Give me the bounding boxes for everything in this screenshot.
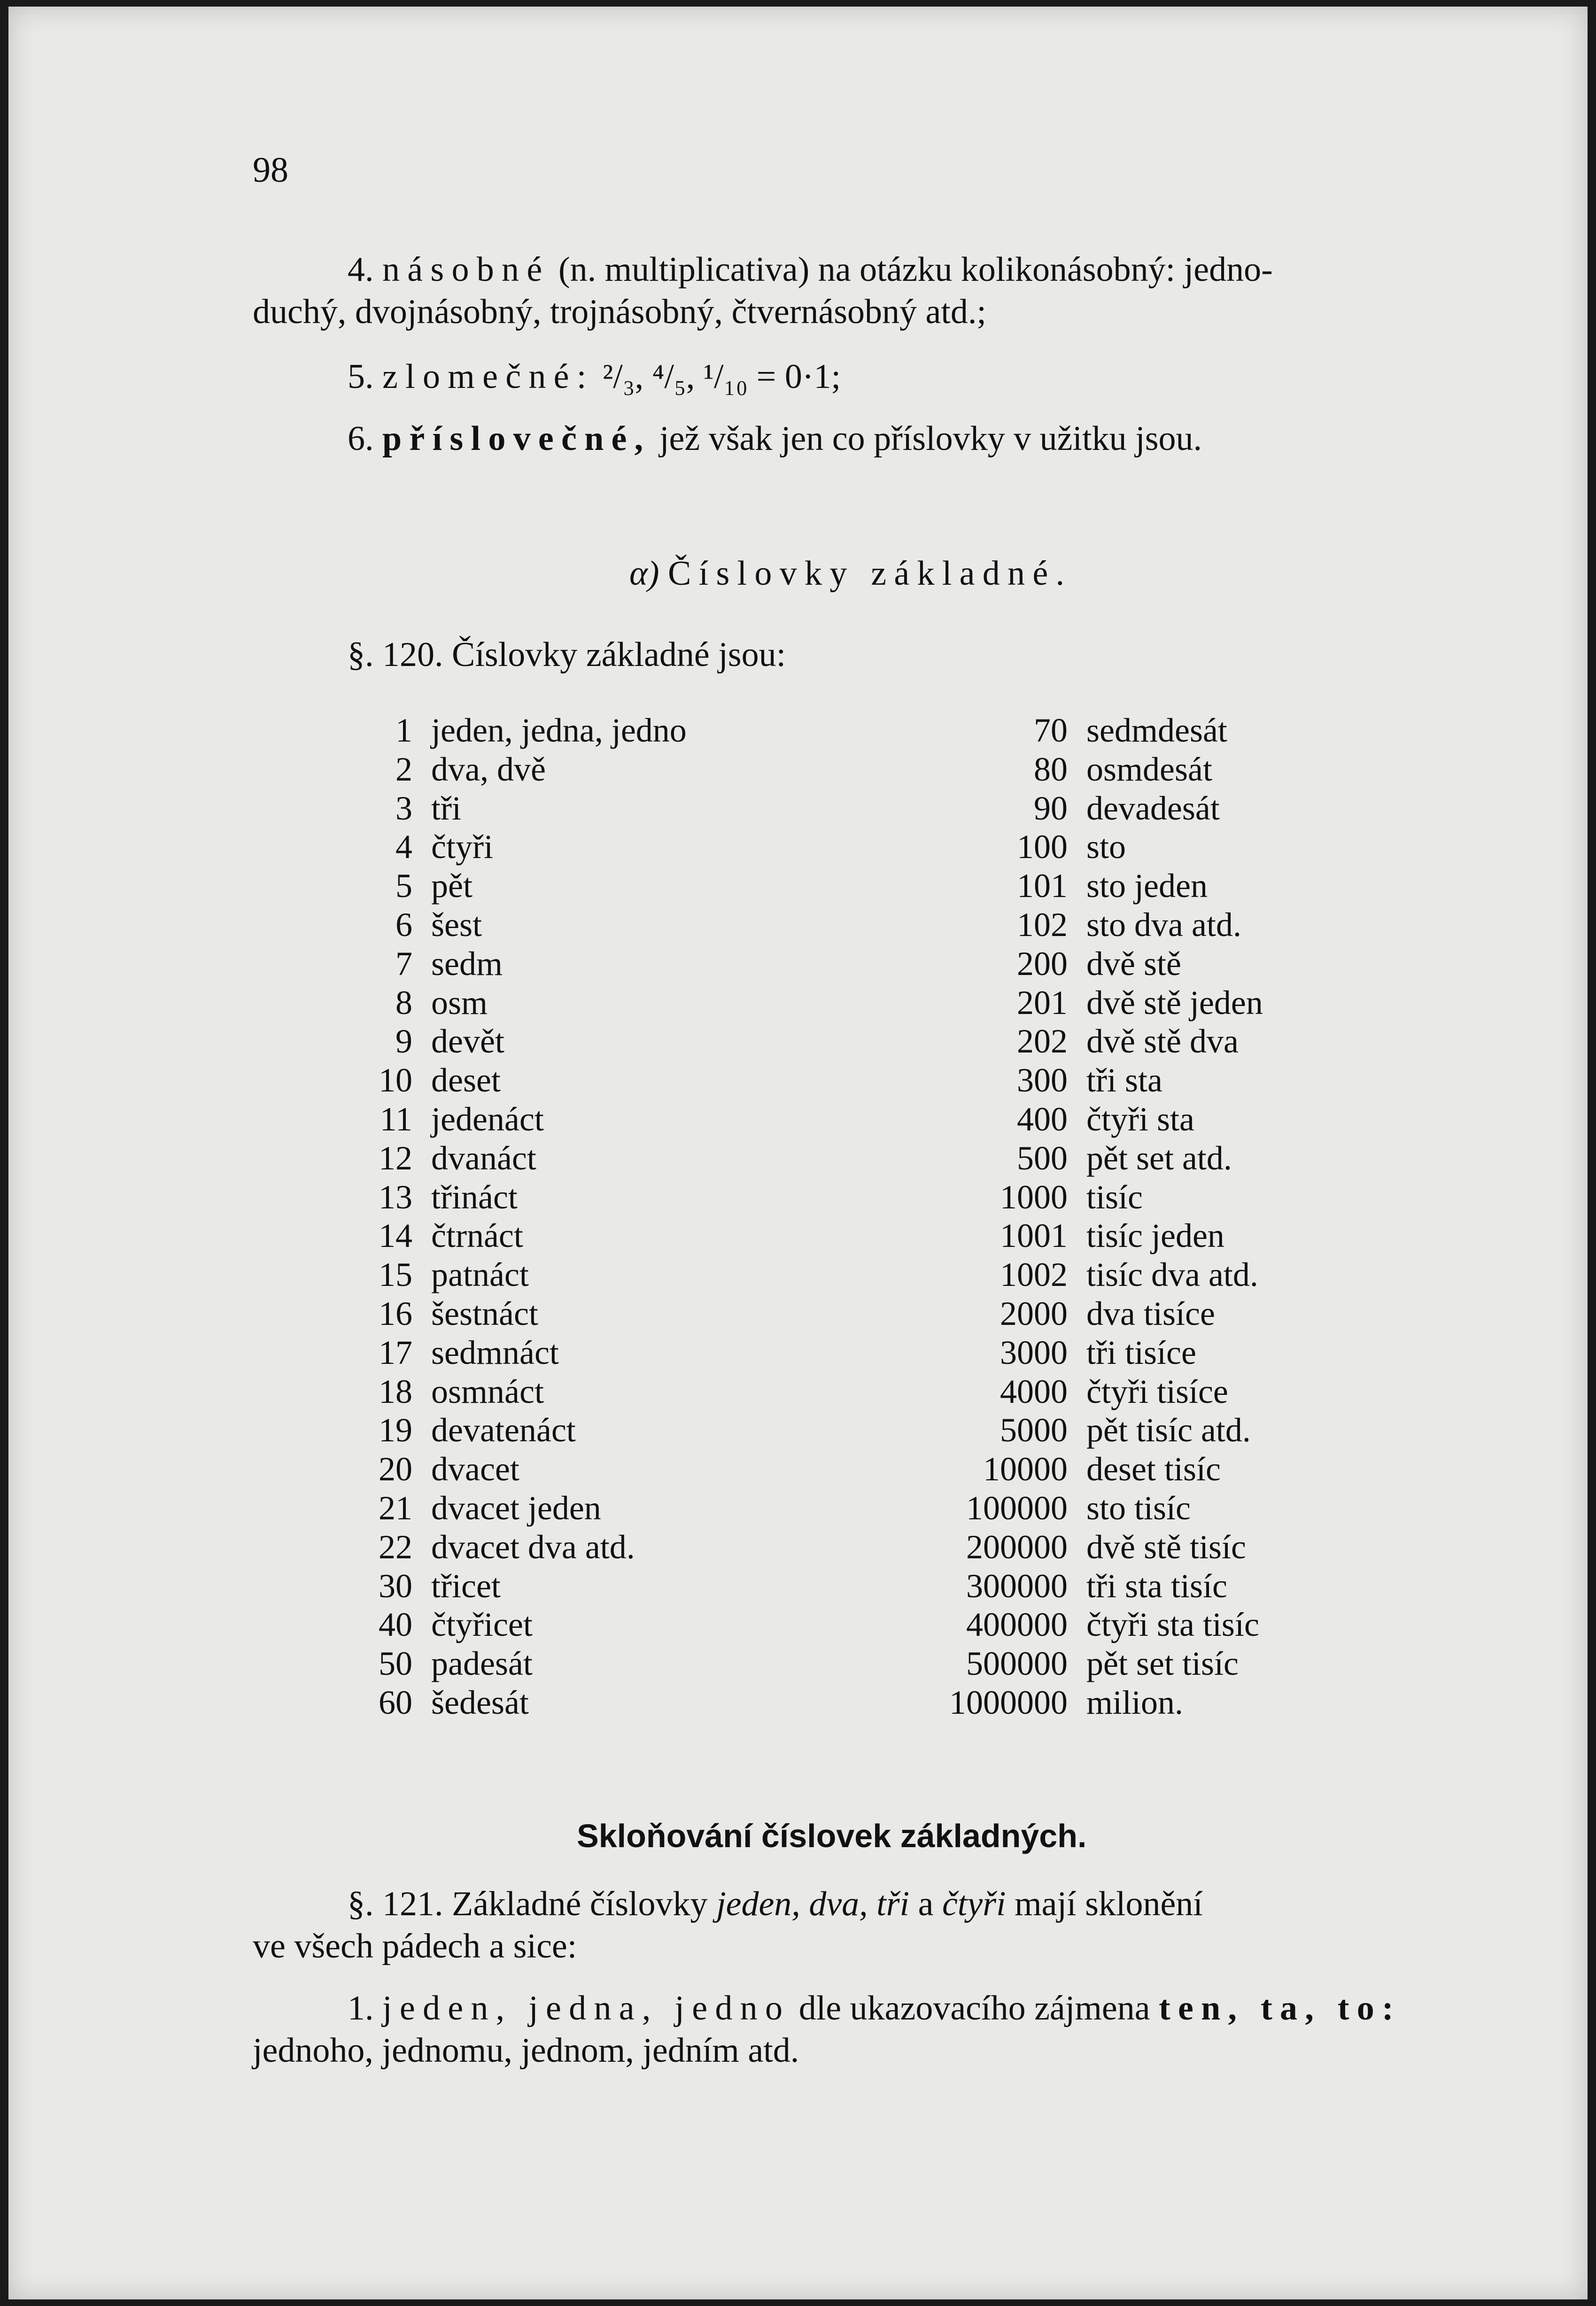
left-table-number: 6	[395, 905, 412, 944]
left-table-word: dva, dvě	[431, 750, 546, 788]
left-table-number: 7	[395, 944, 412, 983]
item1-lead: 1.	[348, 1989, 374, 2027]
p4-cont: duchý, dvojnásobný, trojnásobný, čtvernásobný atd.;	[253, 293, 986, 331]
right-table-word: pět tisíc atd.	[1086, 1411, 1251, 1449]
left-table-row	[347, 789, 412, 828]
right-table-row	[901, 1411, 1068, 1450]
right-table-word: sto dva atd.	[1086, 905, 1241, 944]
left-table-number: 3	[395, 789, 412, 827]
paragraph-5	[348, 358, 841, 395]
right-table-row	[901, 1489, 1068, 1528]
left-table-row	[431, 1061, 854, 1100]
left-table-row	[347, 1644, 412, 1683]
section-marker: α)	[629, 554, 659, 593]
right-table-row	[901, 867, 1068, 905]
left-table-row	[347, 1528, 412, 1567]
right-table-number: 201	[1017, 983, 1068, 1021]
left-table-row	[347, 1567, 412, 1606]
item1-pron: ten, ta, to:	[1159, 1989, 1402, 2027]
left-table-row	[347, 1683, 412, 1722]
right-table-row	[1086, 983, 1509, 1022]
right-table-row	[901, 1216, 1068, 1255]
left-table-row	[431, 1450, 854, 1489]
right-table-number: 1001	[1000, 1217, 1068, 1255]
left-table-number: 14	[379, 1217, 412, 1255]
right-table-word: dvě stě	[1086, 944, 1181, 983]
left-table-number: 1	[395, 712, 412, 749]
left-table-row	[431, 1605, 854, 1644]
left-table-row	[347, 1489, 412, 1528]
left-table-row	[431, 1294, 854, 1333]
left-table-row	[347, 1411, 412, 1450]
right-table-word: čtyři tisíce	[1086, 1372, 1228, 1410]
left-table-number: 40	[379, 1606, 412, 1644]
right-table-number: 300	[1017, 1061, 1068, 1099]
right-table-number: 100	[1017, 828, 1068, 866]
right-table-word: tři sta tisíc	[1086, 1567, 1227, 1605]
left-table-number: 20	[379, 1450, 412, 1488]
right-table-number: 5000	[1000, 1411, 1068, 1449]
left-table-row	[347, 1294, 412, 1333]
right-table-number: 200000	[966, 1528, 1068, 1566]
p5-term: zlomečné:	[382, 357, 594, 396]
item1-term: jeden, jedna, jedno	[382, 1989, 790, 2027]
declension-heading: Skloňování číslovek základných.	[577, 1818, 1087, 1854]
left-table-row	[431, 1178, 854, 1217]
left-table-number: 50	[379, 1645, 412, 1683]
right-table-row	[1086, 711, 1509, 750]
right-table-word: dvě stě tisíc	[1086, 1528, 1246, 1566]
left-table-number: 10	[379, 1061, 412, 1099]
left-table-row	[347, 1100, 412, 1139]
right-table-row	[1086, 1178, 1509, 1217]
left-table-row	[347, 1139, 412, 1178]
left-table-row	[347, 1372, 412, 1411]
left-table-word: sedmnáct	[431, 1333, 559, 1371]
left-table-word: sedm	[431, 944, 503, 983]
right-table-row	[901, 711, 1068, 750]
left-table-word: osmnáct	[431, 1372, 544, 1410]
left-table-row	[347, 1333, 412, 1372]
p121-ex1: jeden,	[716, 1885, 800, 1923]
right-table-word: deset tisíc	[1086, 1450, 1221, 1488]
right-table-row	[1086, 1450, 1509, 1489]
right-table-row	[1086, 867, 1509, 905]
right-table-row	[1086, 1683, 1509, 1722]
right-table-number: 101	[1017, 867, 1068, 905]
left-table-word: dvacet	[431, 1450, 519, 1488]
right-table-row	[901, 1683, 1068, 1722]
right-table-row	[1086, 1567, 1509, 1606]
left-table-row	[347, 750, 412, 789]
right-table-number: 3000	[1000, 1333, 1068, 1371]
left-table-number: 60	[379, 1683, 412, 1721]
right-table-row	[901, 1022, 1068, 1061]
left-table-row	[347, 905, 412, 944]
p121-and: a	[918, 1885, 934, 1923]
right-table-word: tisíc jeden	[1086, 1217, 1224, 1255]
p121-ex4: čtyři	[942, 1885, 1006, 1923]
p4-term: násobné	[382, 250, 550, 289]
right-table-word: čtyři sta tisíc	[1086, 1606, 1259, 1644]
left-table-row	[431, 867, 854, 905]
left-table-row	[431, 1255, 854, 1294]
p6-lead: 6.	[348, 419, 374, 458]
left-table-row	[431, 1683, 854, 1722]
left-table-word: deset	[431, 1061, 501, 1099]
left-table-word: třicet	[431, 1567, 501, 1605]
right-table-row	[1086, 1605, 1509, 1644]
right-table-row	[1086, 1139, 1509, 1178]
left-table-row	[431, 1333, 854, 1372]
left-table-row	[347, 867, 412, 905]
section-title: Číslovky základné.	[668, 554, 1072, 593]
left-table-row	[431, 983, 854, 1022]
left-table-row	[347, 983, 412, 1022]
left-table-word: třináct	[431, 1178, 518, 1216]
left-table-number: 22	[379, 1528, 412, 1566]
paragraph-6	[348, 420, 1202, 457]
right-table-row	[901, 1450, 1068, 1489]
paragraph-4	[348, 251, 1273, 288]
left-table-number: 5	[395, 867, 412, 905]
right-table-row	[901, 1528, 1068, 1567]
right-table-word: dvě stě jeden	[1086, 983, 1263, 1021]
right-table-word: devadesát	[1086, 789, 1220, 827]
left-table-row	[431, 1022, 854, 1061]
left-table-row	[431, 1489, 854, 1528]
right-table-row	[1086, 1022, 1509, 1061]
left-table-word: dvanáct	[431, 1139, 536, 1177]
left-table-row	[431, 1528, 854, 1567]
left-table-row	[431, 944, 854, 983]
right-table-number: 100000	[966, 1489, 1068, 1527]
right-table-row	[1086, 1411, 1509, 1450]
right-table-row	[1086, 789, 1509, 828]
left-table-row	[431, 905, 854, 944]
left-words-column	[431, 711, 854, 1722]
left-table-word: jedenáct	[431, 1100, 544, 1138]
right-table-word: sto jeden	[1086, 867, 1208, 905]
right-table-number: 1000	[1000, 1178, 1068, 1216]
left-table-row	[347, 1216, 412, 1255]
page-number: 98	[253, 150, 288, 190]
left-table-row	[347, 1061, 412, 1100]
right-words-column	[1086, 711, 1509, 1722]
right-table-row	[901, 750, 1068, 789]
left-table-word: pět	[431, 867, 473, 905]
right-table-number: 500000	[966, 1645, 1068, 1683]
left-table-row	[347, 944, 412, 983]
right-table-row	[901, 1333, 1068, 1372]
right-table-number: 4000	[1000, 1372, 1068, 1410]
right-table-number: 400	[1017, 1100, 1068, 1138]
left-table-number: 30	[379, 1567, 412, 1605]
right-table-row	[1086, 1333, 1509, 1372]
right-table-word: milion.	[1086, 1683, 1184, 1721]
left-table-row	[347, 1450, 412, 1489]
right-table-number: 90	[1034, 789, 1068, 827]
p4-lead: 4.	[348, 250, 374, 289]
paragraph-120: §. 120. Číslovky základné jsou:	[348, 635, 786, 674]
left-table-word: dvacet jeden	[431, 1489, 601, 1527]
left-table-word: čtyři	[431, 828, 493, 866]
right-table-row	[1086, 1644, 1509, 1683]
left-table-word: šedesát	[431, 1683, 529, 1721]
right-table-number: 10000	[983, 1450, 1068, 1488]
left-numbers-column	[347, 711, 412, 1722]
right-table-row	[1086, 1294, 1509, 1333]
right-table-row	[1086, 1372, 1509, 1411]
left-table-word: dvacet dva atd.	[431, 1528, 635, 1566]
right-table-row	[1086, 1255, 1509, 1294]
left-table-word: patnáct	[431, 1256, 529, 1294]
left-table-row	[431, 828, 854, 867]
right-table-row	[1086, 1061, 1509, 1100]
left-table-row	[431, 711, 854, 750]
left-table-number: 17	[379, 1333, 412, 1371]
left-table-number: 21	[379, 1489, 412, 1527]
right-table-word: dvě stě dva	[1086, 1022, 1239, 1060]
item1-mid: dle ukazovacího zájmena	[798, 1989, 1150, 2027]
right-table-row	[901, 983, 1068, 1022]
left-table-number: 18	[379, 1372, 412, 1410]
right-table-word: pět set atd.	[1086, 1139, 1232, 1177]
p4-rest: (n. multiplicativa) na otázku kolikonásobný: jedno-	[558, 250, 1273, 289]
left-table-row	[347, 828, 412, 867]
item1-cont: jednoho, jednomu, jednom, jedním atd.	[253, 2031, 799, 2070]
left-table-row	[347, 711, 412, 750]
right-table-number: 1000000	[949, 1683, 1068, 1721]
left-table-word: padesát	[431, 1645, 533, 1683]
right-table-number: 70	[1034, 712, 1068, 749]
right-table-row	[901, 905, 1068, 944]
p5-lead: 5.	[348, 357, 374, 396]
left-table-row	[347, 1605, 412, 1644]
right-numbers-column	[901, 711, 1068, 1722]
right-table-number: 500	[1017, 1139, 1068, 1177]
right-table-word: osmdesát	[1086, 750, 1212, 788]
right-table-row	[901, 828, 1068, 867]
right-table-word: sedmdesát	[1086, 712, 1227, 749]
right-table-row	[1086, 905, 1509, 944]
left-table-row	[431, 1372, 854, 1411]
right-table-row	[901, 789, 1068, 828]
left-table-word: osm	[431, 983, 488, 1021]
p121-rest: mají sklonění	[1015, 1885, 1203, 1923]
paragraph-121	[348, 1885, 1203, 1923]
p121-ex2: dva,	[809, 1885, 868, 1923]
right-table-word: tři sta	[1086, 1061, 1162, 1099]
left-table-number: 15	[379, 1256, 412, 1294]
left-table-word: jeden, jedna, jedno	[431, 712, 687, 749]
right-table-row	[1086, 944, 1509, 983]
left-table-row	[431, 1139, 854, 1178]
right-table-word: sto	[1086, 828, 1126, 866]
left-table-number: 19	[379, 1411, 412, 1449]
left-table-row	[431, 750, 854, 789]
page	[8, 7, 1588, 2299]
left-table-number: 13	[379, 1178, 412, 1216]
right-table-row	[901, 1061, 1068, 1100]
left-table-row	[347, 1255, 412, 1294]
left-table-number: 9	[395, 1022, 412, 1060]
left-table-row	[347, 1178, 412, 1217]
left-table-word: čtrnáct	[431, 1217, 523, 1255]
left-table-word: tři	[431, 789, 461, 827]
left-table-number: 8	[395, 983, 412, 1021]
left-table-row	[431, 1644, 854, 1683]
right-table-word: tisíc	[1086, 1178, 1143, 1216]
right-table-row	[901, 1567, 1068, 1606]
right-table-number: 102	[1017, 905, 1068, 944]
left-table-word: devatenáct	[431, 1411, 576, 1449]
right-table-number: 2000	[1000, 1294, 1068, 1332]
right-table-number: 202	[1017, 1022, 1068, 1060]
p6-term: příslovečné,	[382, 419, 651, 458]
right-table-number: 1002	[1000, 1256, 1068, 1294]
right-table-row	[901, 1644, 1068, 1683]
right-table-row	[901, 1372, 1068, 1411]
left-table-row	[431, 1216, 854, 1255]
right-table-row	[901, 1255, 1068, 1294]
p121-lead: §. 121. Základné číslovky	[348, 1885, 708, 1923]
right-table-row	[901, 1139, 1068, 1178]
left-table-row	[347, 1022, 412, 1061]
right-table-row	[1086, 1216, 1509, 1255]
right-table-row	[901, 944, 1068, 983]
p121-ex3: tři	[876, 1885, 910, 1923]
left-table-word: šestnáct	[431, 1294, 538, 1332]
right-table-number: 80	[1034, 750, 1068, 788]
left-table-row	[431, 1100, 854, 1139]
p6-rest: jež však jen co příslovky v užitku jsou.	[659, 419, 1202, 458]
right-table-row	[1086, 828, 1509, 867]
left-table-row	[431, 1567, 854, 1606]
right-table-word: sto tisíc	[1086, 1489, 1191, 1527]
right-table-number: 200	[1017, 944, 1068, 983]
right-table-row	[1086, 750, 1509, 789]
right-table-word: čtyři sta	[1086, 1100, 1194, 1138]
left-table-word: devět	[431, 1022, 504, 1060]
section-alpha-title	[629, 554, 1072, 594]
right-table-row	[901, 1605, 1068, 1644]
right-table-word: tři tisíce	[1086, 1333, 1196, 1371]
left-table-word: šest	[431, 905, 482, 944]
right-table-row	[901, 1294, 1068, 1333]
right-table-number: 300000	[966, 1567, 1068, 1605]
right-table-word: pět set tisíc	[1086, 1645, 1239, 1683]
right-table-word: tisíc dva atd.	[1086, 1256, 1258, 1294]
right-table-row	[901, 1100, 1068, 1139]
left-table-number: 16	[379, 1294, 412, 1332]
right-table-number: 400000	[966, 1606, 1068, 1644]
right-table-row	[1086, 1489, 1509, 1528]
right-table-row	[1086, 1100, 1509, 1139]
left-table-number: 2	[395, 750, 412, 788]
left-table-word: čtyřicet	[431, 1606, 533, 1644]
p5-fractions: ²/₃, ⁴/₅, ¹/₁₀ = 0·1;	[603, 357, 841, 396]
left-table-row	[431, 1411, 854, 1450]
left-table-number: 11	[380, 1100, 412, 1138]
left-table-number: 4	[395, 828, 412, 866]
p121-cont: ve všech pádech a sice:	[253, 1927, 577, 1966]
left-table-number: 12	[379, 1139, 412, 1177]
left-table-row	[431, 789, 854, 828]
item-1	[348, 1989, 1401, 2027]
right-table-row	[901, 1178, 1068, 1217]
right-table-row	[1086, 1528, 1509, 1567]
right-table-word: dva tisíce	[1086, 1294, 1215, 1332]
